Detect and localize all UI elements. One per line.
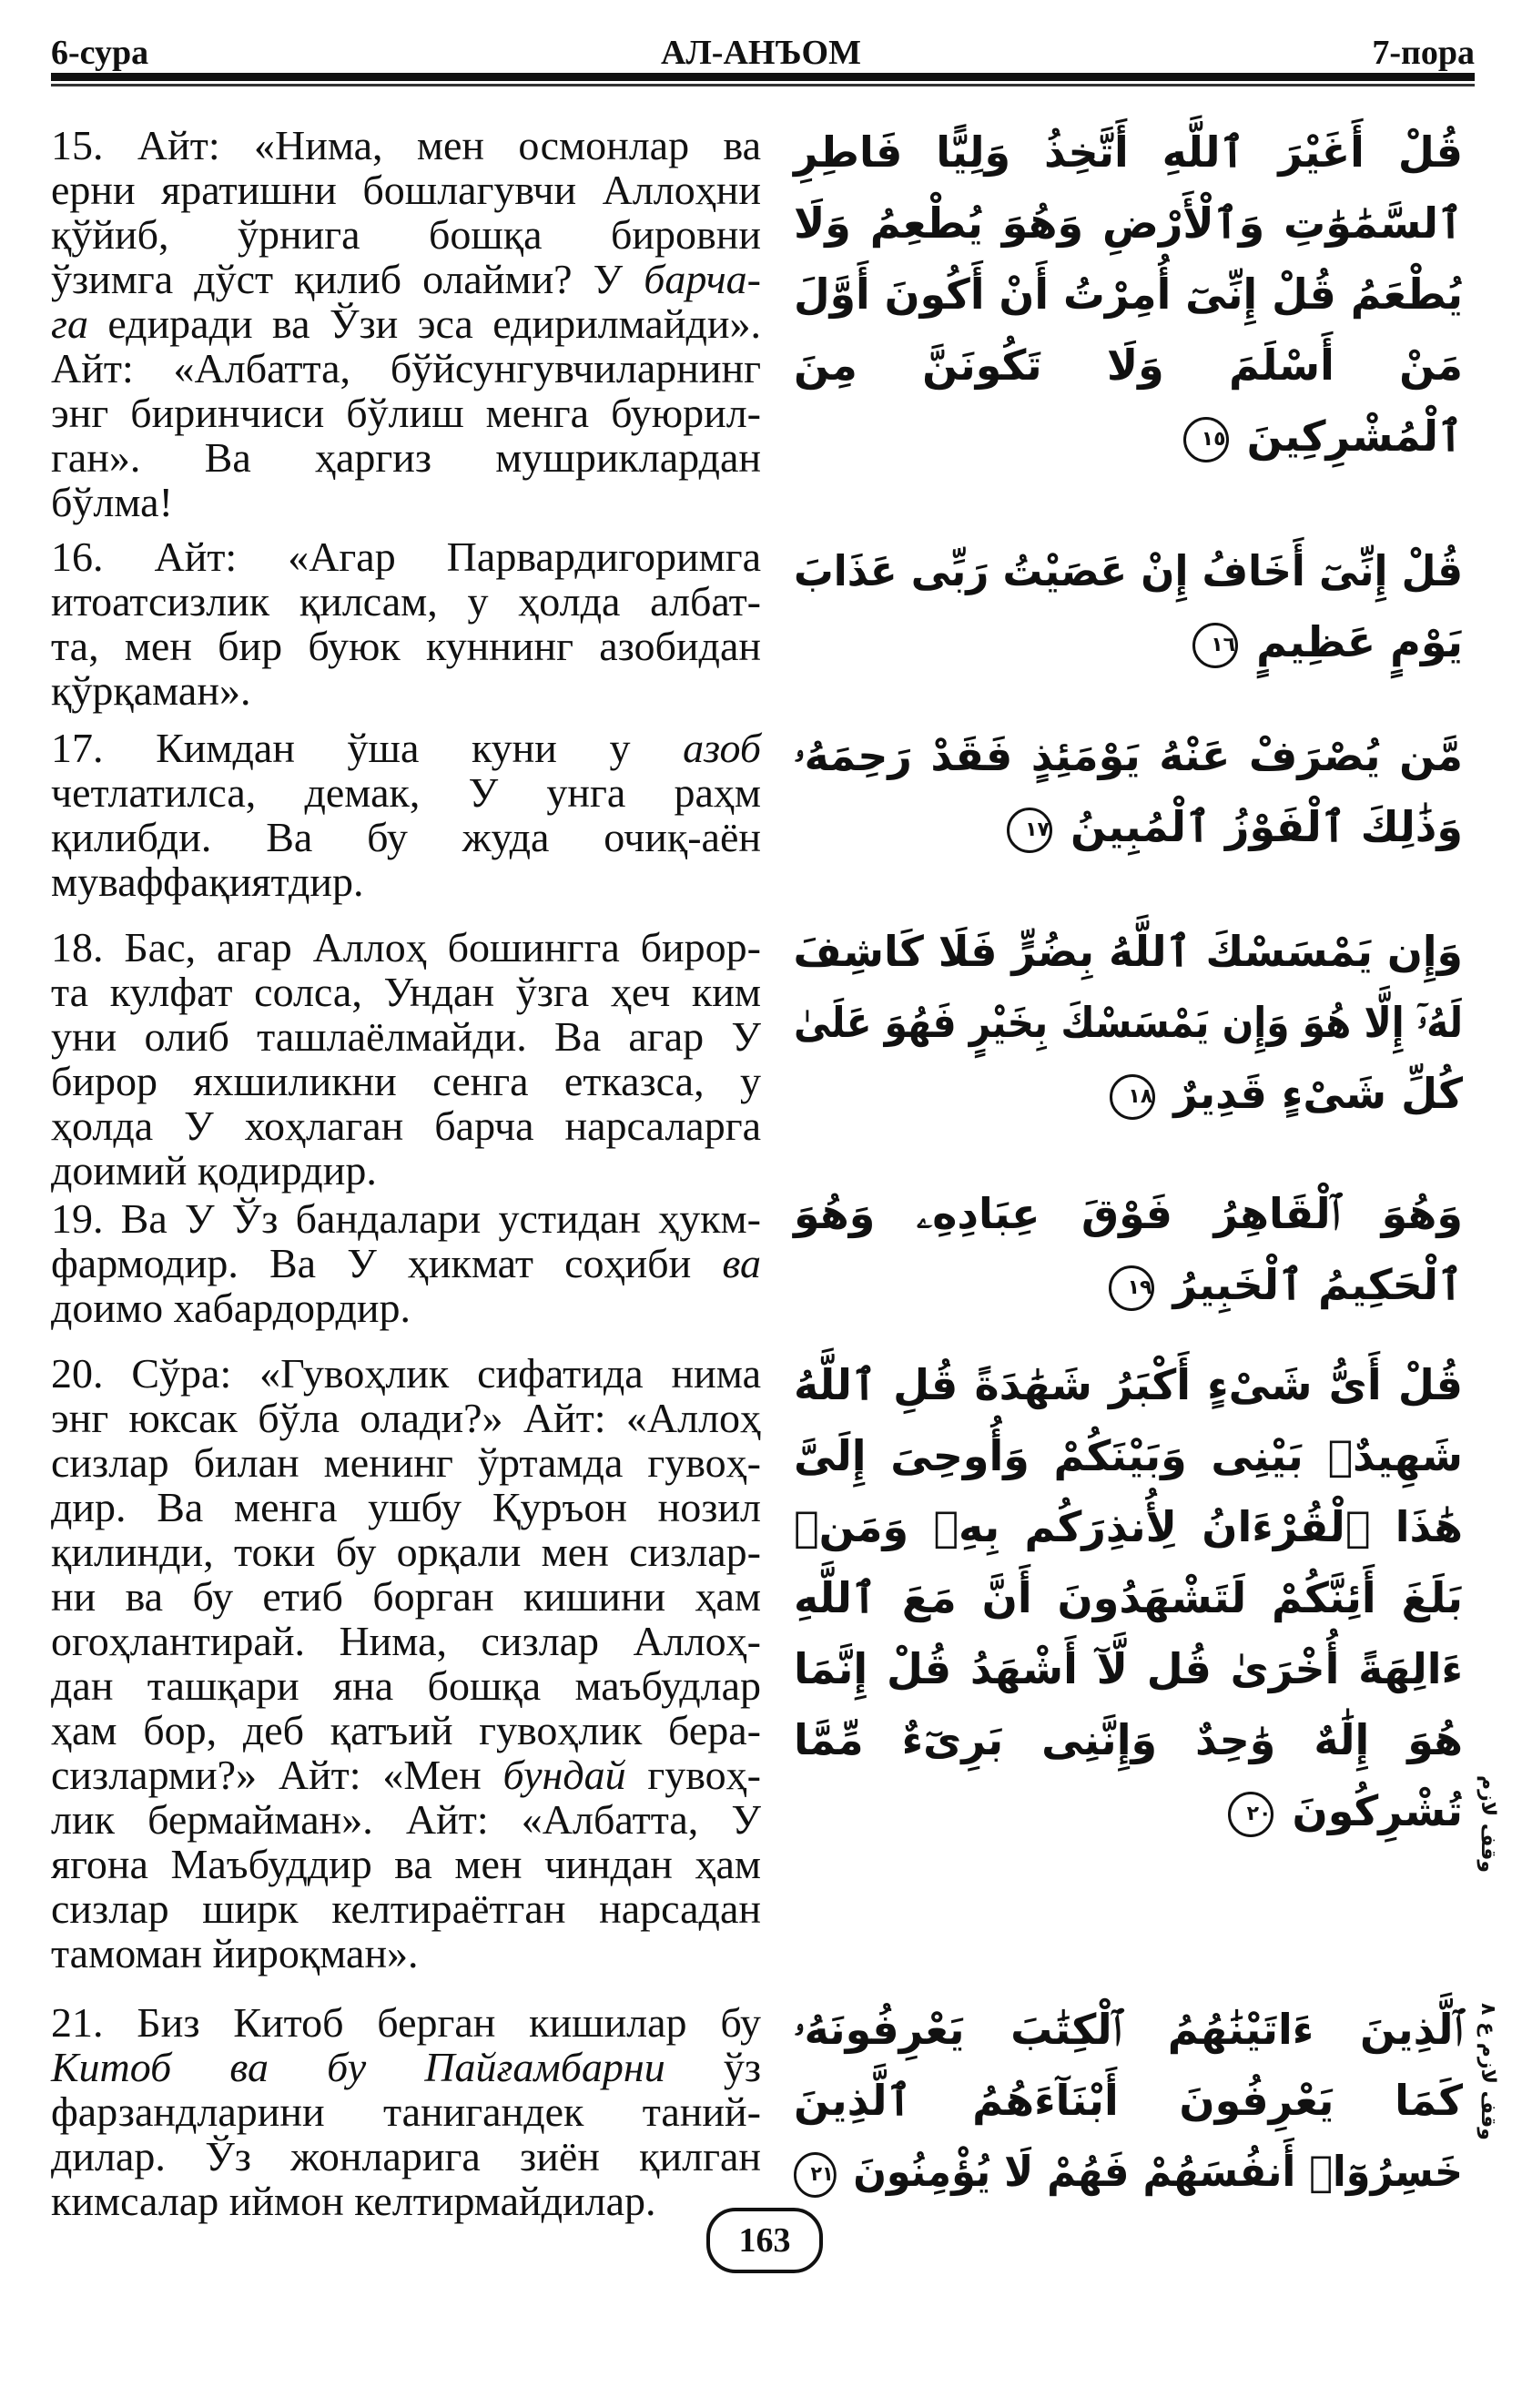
translation-line (51, 726, 761, 770)
text: 17. Кимдан ўша куни у (51, 725, 684, 771)
arabic-text: قُلْ أَىُّ شَىْءٍ أَكْبَرُ شَهَٰدَةً قُلِ ٱللَّهُ (794, 1360, 1463, 1409)
italic-text: ва (722, 1240, 761, 1286)
arabic-line (794, 1058, 1463, 1129)
arabic-line (794, 1349, 1463, 1420)
translation-verse (51, 925, 761, 1193)
text: ўз (665, 2044, 762, 2090)
italic-text: бундай (502, 1752, 626, 1798)
arabic-text: ءَالِهَةً أُخْرَىٰ قُل لَّآ أَشْهَدُ قُلْ إِنَّمَا (794, 1644, 1463, 1693)
translation-line (51, 301, 761, 346)
text: гувоҳ- (625, 1752, 762, 1798)
translation-verse (51, 534, 761, 713)
arabic-line (794, 916, 1463, 987)
arabic-line (794, 1420, 1463, 1491)
arabic-text: وَهُوَ ٱلْقَاهِرُ فَوْقَ عِبَادِهِۦ وَهُوَ (794, 1189, 1463, 1238)
text: та, мен бир буюк куннинг азобидан (51, 623, 761, 669)
text: дилар. Ўз жонларига зиён қилган (51, 2133, 761, 2179)
arabic-verse (794, 1178, 1463, 1320)
arabic-line (794, 401, 1463, 472)
translation-line (51, 1708, 761, 1753)
translation-verse (51, 1196, 761, 1330)
arabic-line (794, 1249, 1463, 1320)
arabic-text: يُطْعَمُ قُلْ إِنِّىٓ أُمِرْتُ أَنْ أَكُونَ أَوَّلَ (794, 269, 1463, 319)
text: энг юксак бўла олади?» Айт: «Аллоҳ (51, 1395, 761, 1441)
arabic-line (794, 188, 1463, 259)
text: қўйиб, ўрнига бошқа бировни (51, 211, 761, 258)
text: лик бермайман». Айт: «Албатта, У (51, 1796, 761, 1843)
arabic-text: وَإِن يَمْسَسْكَ ٱللَّهُ بِضُرٍّ فَلَا كَاشِفَ (793, 927, 1463, 976)
translation-line (51, 815, 761, 859)
translation-line (51, 770, 761, 815)
text: бўлма! (51, 479, 173, 525)
arabic-text: وَذَٰلِكَ ٱلْفَوْزُ ٱلْمُبِينُ (1070, 802, 1463, 851)
text: сизлар ширк келтираётган нарсадан (51, 1885, 761, 1932)
arabic-text: ٱلسَّمَٰوَٰتِ وَٱلْأَرْضِ وَهُوَ يُطْعِمُ وَلَا (794, 198, 1463, 248)
arabic-text: كَمَا يَعْرِفُونَ أَبْنَآءَهُمُ ٱلَّذِينَ (794, 2076, 1463, 2125)
translation-line (51, 668, 761, 713)
translation-line (51, 391, 761, 435)
arabic-text: شَهِيدٌۢ بَيْنِى وَبَيْنَكُمْ وَأُوحِىَ إِلَىَّ (794, 1431, 1463, 1480)
text: 21. Биз Китоб берган кишилар бу (51, 1999, 761, 2046)
translation-line (51, 257, 761, 301)
text: сизлар билан менинг ўртамда гувоҳ- (51, 1439, 761, 1486)
arabic-line (794, 1562, 1463, 1633)
arabic-text: خَسِرُوٓا۟ أَنفُسَهُمْ فَهُمْ لَا يُؤْمِنُونَ (853, 2147, 1463, 2196)
text: ни ва бу етиб борган кишини ҳам (51, 1573, 761, 1620)
translation-line (51, 1285, 761, 1330)
translation-line (51, 2045, 761, 2089)
translation-line (51, 624, 761, 668)
text: 19. Ва У Ўз бандалари устидан ҳукм- (51, 1195, 761, 1242)
italic-text: барча- (644, 256, 761, 302)
translation-line (51, 2179, 761, 2223)
arabic-text: ٱلْحَكِيمُ ٱلْخَبِيرُ (1172, 1260, 1463, 1309)
translation-line (51, 435, 761, 480)
text: муваффақиятдир. (51, 859, 364, 905)
translation-line (51, 1351, 761, 1396)
translation-line (51, 1485, 761, 1529)
translation-line (51, 1241, 761, 1285)
translation-line (51, 1396, 761, 1440)
text: дир. Ва менга ушбу Қуръон нозил (51, 1484, 761, 1530)
translation-line (51, 1619, 761, 1663)
text: едиради ва Ўзи эса едирилмайди». (87, 300, 761, 347)
translation-line (51, 2134, 761, 2179)
arabic-line (794, 1775, 1463, 1846)
translation-line (51, 123, 761, 168)
arabic-text: مَنْ أَسْلَمَ وَلَا تَكُونَنَّ مِنَ (794, 340, 1463, 390)
arabic-line (794, 1178, 1463, 1249)
text: ҳам бор, деб қатъий гувоҳлик бера- (51, 1707, 761, 1753)
ayah-number-marker: ١٧ (1007, 808, 1052, 853)
arabic-line (794, 720, 1463, 791)
text: энг биринчиси бўлиш менга буюрил- (51, 390, 761, 436)
arabic-verse (794, 1349, 1463, 1846)
text: уни олиб ташлаёлмайди. Ва агар У (51, 1013, 761, 1060)
ayah-number-marker: ١٩ (1109, 1265, 1154, 1311)
translation-line (51, 1103, 761, 1148)
text: ягона Маъбуддир ва мен чиндан ҳам (51, 1841, 761, 1887)
text: доимо хабардордир. (51, 1285, 411, 1331)
text: қўрқаман». (51, 667, 251, 714)
translation-line (51, 1440, 761, 1485)
arabic-text: لَهُۥٓ إِلَّا هُوَ وَإِن يَمْسَسْكَ بِخَيْرٍ فَهُوَ عَلَىٰ (794, 998, 1463, 1047)
text: бирор яхшиликни сенга етказса, у (51, 1058, 761, 1104)
text: четлатилса, демак, У унга раҳм (51, 769, 761, 816)
text: ҳолда У хоҳлаган барча нарсаларга (51, 1102, 761, 1149)
italic-text: азоб (683, 725, 761, 771)
translation-line (51, 346, 761, 391)
translation-line (51, 1059, 761, 1103)
text: дан ташқари яна бошқа маъбудлар (51, 1662, 761, 1709)
waqf-margin-note: وقف لازم (1476, 1775, 1499, 1874)
arabic-line (794, 987, 1463, 1058)
arabic-text: قُلْ إِنِّىٓ أَخَافُ إِنْ عَصَيْتُ رَبِّى عَذَابَ (793, 546, 1463, 595)
header-rule (51, 73, 1475, 81)
text: сизларми?» Айт: «Мен (51, 1752, 503, 1798)
arabic-text: ٱلَّذِينَ ءَاتَيْنَٰهُمُ ٱلْكِتَٰبَ يَعْرِفُونَهُۥ (794, 2005, 1463, 2054)
text: доимий қодирдир. (51, 1147, 377, 1194)
translation-line (51, 1014, 761, 1059)
arabic-line (794, 259, 1463, 330)
translation-line (51, 579, 761, 624)
ayah-number-marker: ١٥ (1183, 417, 1229, 462)
ayah-number-marker: ١٨ (1110, 1074, 1155, 1120)
text: 20. Сўра: «Гувоҳлик сифатида нима (51, 1350, 761, 1397)
translation-line (51, 925, 761, 970)
text: Айт: «Албатта, бўйсунгувчиларнинг (51, 345, 761, 391)
arabic-line (794, 2065, 1463, 2136)
surah-title: АЛ-АНЪОМ (661, 34, 861, 72)
arabic-line (794, 535, 1463, 606)
translation-line (51, 1529, 761, 1574)
ayah-number-marker: ٢١ (794, 2152, 837, 2198)
arabic-line (794, 791, 1463, 862)
translation-line (51, 1931, 761, 1976)
arabic-text: كُلِّ شَىْءٍ قَدِيرٌ (1173, 1069, 1463, 1118)
arabic-line (794, 330, 1463, 401)
arabic-text: مَّن يُصْرَفْ عَنْهُ يَوْمَئِذٍ فَقَدْ رَحِمَهُۥ (794, 731, 1463, 780)
arabic-text: هُوَ إِلَٰهٌ وَٰحِدٌ وَإِنَّنِى بَرِىٓءٌ مِّمَّا (794, 1715, 1463, 1764)
arabic-line (794, 1704, 1463, 1775)
page-number: 163 (706, 2208, 823, 2273)
text: 15. Айт: «Нима, мен осмонлар ва (51, 122, 761, 168)
translation-line (51, 2000, 761, 2045)
translation-verse (51, 726, 761, 904)
translation-line (51, 534, 761, 579)
arabic-text: يَوْمٍ عَظِيمٍ (1256, 617, 1463, 666)
arabic-line (794, 2136, 1463, 2207)
text: қилибди. Ва бу жуда очиқ-аён (51, 814, 761, 860)
juz-number: 7-пора (1372, 34, 1475, 72)
translation-line (51, 1797, 761, 1842)
translation-line (51, 480, 761, 524)
waqf-margin-note: وقف لازم ع ٨ (1476, 2003, 1499, 2140)
translation-verse (51, 1351, 761, 1976)
arabic-line (794, 1633, 1463, 1704)
text: 16. Айт: «Агар Парвардигоримга (51, 533, 761, 580)
text: қилинди, токи бу орқали мен сизлар- (51, 1529, 761, 1575)
translation-line (51, 2089, 761, 2134)
translation-line (51, 1148, 761, 1193)
text: та кулфат солса, Ундан ўзга ҳеч ким (51, 969, 761, 1015)
text: фарзандларини танигандек таний- (51, 2088, 761, 2135)
text: кимсалар иймон келтирмайдилар. (51, 2178, 656, 2224)
translation-line (51, 1574, 761, 1619)
arabic-text: بَلَغَ أَئِنَّكُمْ لَتَشْهَدُونَ أَنَّ مَعَ ٱللَّهِ (794, 1573, 1463, 1622)
text: огоҳлантирай. Нима, сизлар Аллоҳ- (51, 1618, 761, 1664)
ayah-number-marker: ١٦ (1192, 623, 1238, 668)
arabic-text: ٱلْمُشْرِكِينَ (1246, 411, 1463, 461)
text: итоатсизлик қилсам, у ҳолда албат- (51, 578, 761, 625)
translation-line (51, 970, 761, 1014)
arabic-verse (794, 1994, 1463, 2207)
translation-line (51, 859, 761, 904)
header-rule-thin (51, 84, 1475, 86)
text: тамоман йироқман». (51, 1930, 419, 1976)
arabic-line (794, 1491, 1463, 1562)
arabic-line (794, 117, 1463, 188)
arabic-line (794, 606, 1463, 677)
italic-text: Китоб ва бу Пайғамбарни (51, 2044, 665, 2090)
translation-line (51, 1842, 761, 1886)
text: 18. Бас, агар Аллоҳ бошингга бирор- (51, 924, 761, 970)
translation-verse (51, 123, 761, 524)
arabic-text: قُلْ أَغَيْرَ ٱللَّهِ أَتَّخِذُ وَلِيًّا فَاطِرِ (794, 127, 1463, 177)
text: ган». Ва ҳаргиз мушриклардан (51, 434, 761, 481)
text: ерни яратишни бошлагувчи Аллоҳни (51, 167, 761, 213)
translation-line (51, 1196, 761, 1241)
translation-verse (51, 2000, 761, 2223)
translation-line (51, 212, 761, 257)
arabic-verse (794, 535, 1463, 677)
arabic-line (794, 1994, 1463, 2065)
arabic-verse (794, 117, 1463, 472)
arabic-verse (794, 916, 1463, 1129)
translation-line (51, 1753, 761, 1797)
italic-text: га (51, 300, 88, 347)
translation-line (51, 1886, 761, 1931)
text: ўзимга дўст қилиб олайми? У (51, 256, 644, 302)
surah-number: 6-сура (51, 34, 149, 72)
ayah-number-marker: ٢٠ (1228, 1792, 1273, 1837)
translation-line (51, 1663, 761, 1708)
arabic-text: تُشْرِكُونَ (1292, 1786, 1463, 1835)
arabic-text: هَٰذَا ٱلْقُرْءَانُ لِأُنذِرَكُم بِهِۦ وَمَنۢ (794, 1502, 1463, 1551)
text: фармодир. Ва У ҳикмат соҳиби (51, 1240, 723, 1286)
arabic-verse (794, 720, 1463, 862)
translation-line (51, 168, 761, 212)
